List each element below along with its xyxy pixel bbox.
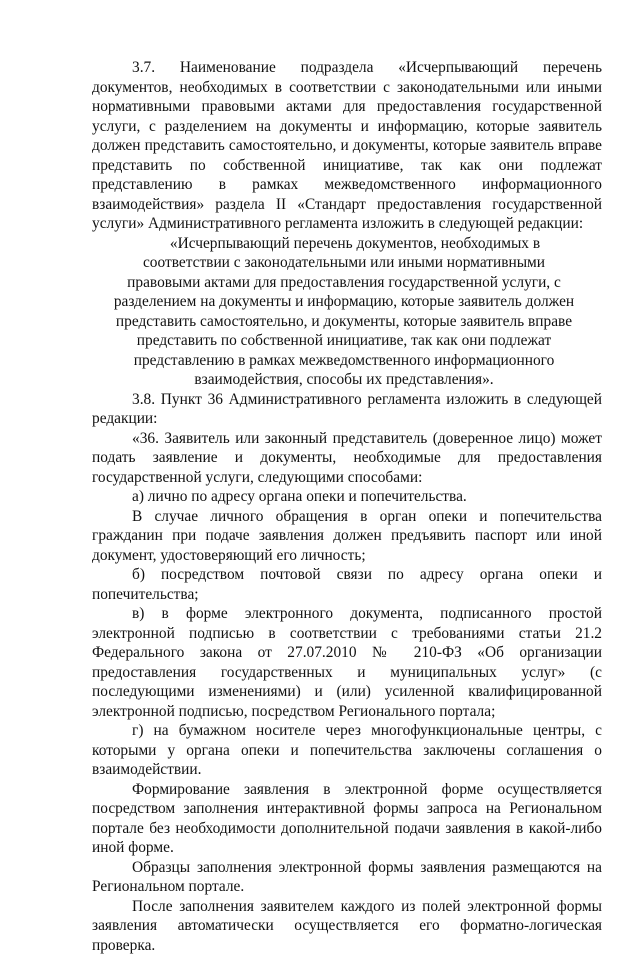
paragraph-validation: После заполнения заявителем каждого из полей электронной формы заявления автоматически осуществляется его форматно-логическая проверка. bbox=[92, 897, 602, 955]
paragraph-samples: Образцы заполнения электронной формы заявления размещаются на Региональном портале. bbox=[92, 858, 602, 897]
paragraph-electronic-form: Формирование заявления в электронной форме осуществляется посредством заполнения интерактивной формы запроса на Региональном портале без необходимости дополнительной подачи заявления в какой-либо иной форме. bbox=[92, 780, 602, 858]
document-page bbox=[92, 58, 602, 955]
paragraph-item-b: б) посредством почтовой связи по адресу органа опеки и попечительства; bbox=[92, 565, 602, 604]
paragraph-36: «36. Заявитель или законный представитель (доверенное лицо) может подать заявление и документы, необходимые для предоставления государственной услуги, следующими способами: bbox=[92, 429, 602, 488]
paragraph-item-a: а) лично по адресу органа опеки и попечительства. bbox=[92, 487, 602, 507]
paragraph-personal-visit: В случае личного обращения в орган опеки и попечительства гражданин при подаче заявления должен предъявить паспорт или иной документ, удостоверяющий его личность; bbox=[92, 507, 602, 566]
paragraph-3-8: 3.8. Пункт 36 Административного регламента изложить в следующей редакции: bbox=[92, 390, 602, 429]
paragraph-quoted-title: «Исчерпывающий перечень документов, необходимых в соответствии с законодательными или иными нормативными правовыми актами для предоставления государственной услуги, с разделением на документы и информацию, которые заявитель должен представить самостоятельно, и документы, которые заявитель вправе представить по собственной инициативе, так как они подлежат представлению в рамках межведомственного информационного взаимодействия, способы их представления». bbox=[92, 234, 602, 390]
paragraph-item-v: в) в форме электронного документа, подписанного простой электронной подписью в соответствии с требованиями статьи 21.2 Федерального закона от 27.07.2010 № 210-ФЗ «Об организации предоставления государственных и муниципальных услуг» (с последующими изменениями) и (или) усиленной квалифицированной электронной подписью, посредством Регионального портала; bbox=[92, 604, 602, 721]
paragraph-3-7: 3.7. Наименование подраздела «Исчерпывающий перечень документов, необходимых в соответствии с законодательными или иными нормативными правовыми актами для предоставления государственной услуги, с разделением на документы и информацию, которые заявитель должен представить самостоятельно, и документы, которые заявитель вправе представить по собственной инициативе, так как они подлежат представлению в рамках межведомственного информационного взаимодействия» раздела II «Стандарт предоставления государственной услуги» Административного регламента изложить в следующей редакции: bbox=[92, 58, 602, 234]
paragraph-item-g: г) на бумажном носителе через многофункциональные центры, с которыми у органа опеки и попечительства заключены соглашения о взаимодействии. bbox=[92, 721, 602, 780]
